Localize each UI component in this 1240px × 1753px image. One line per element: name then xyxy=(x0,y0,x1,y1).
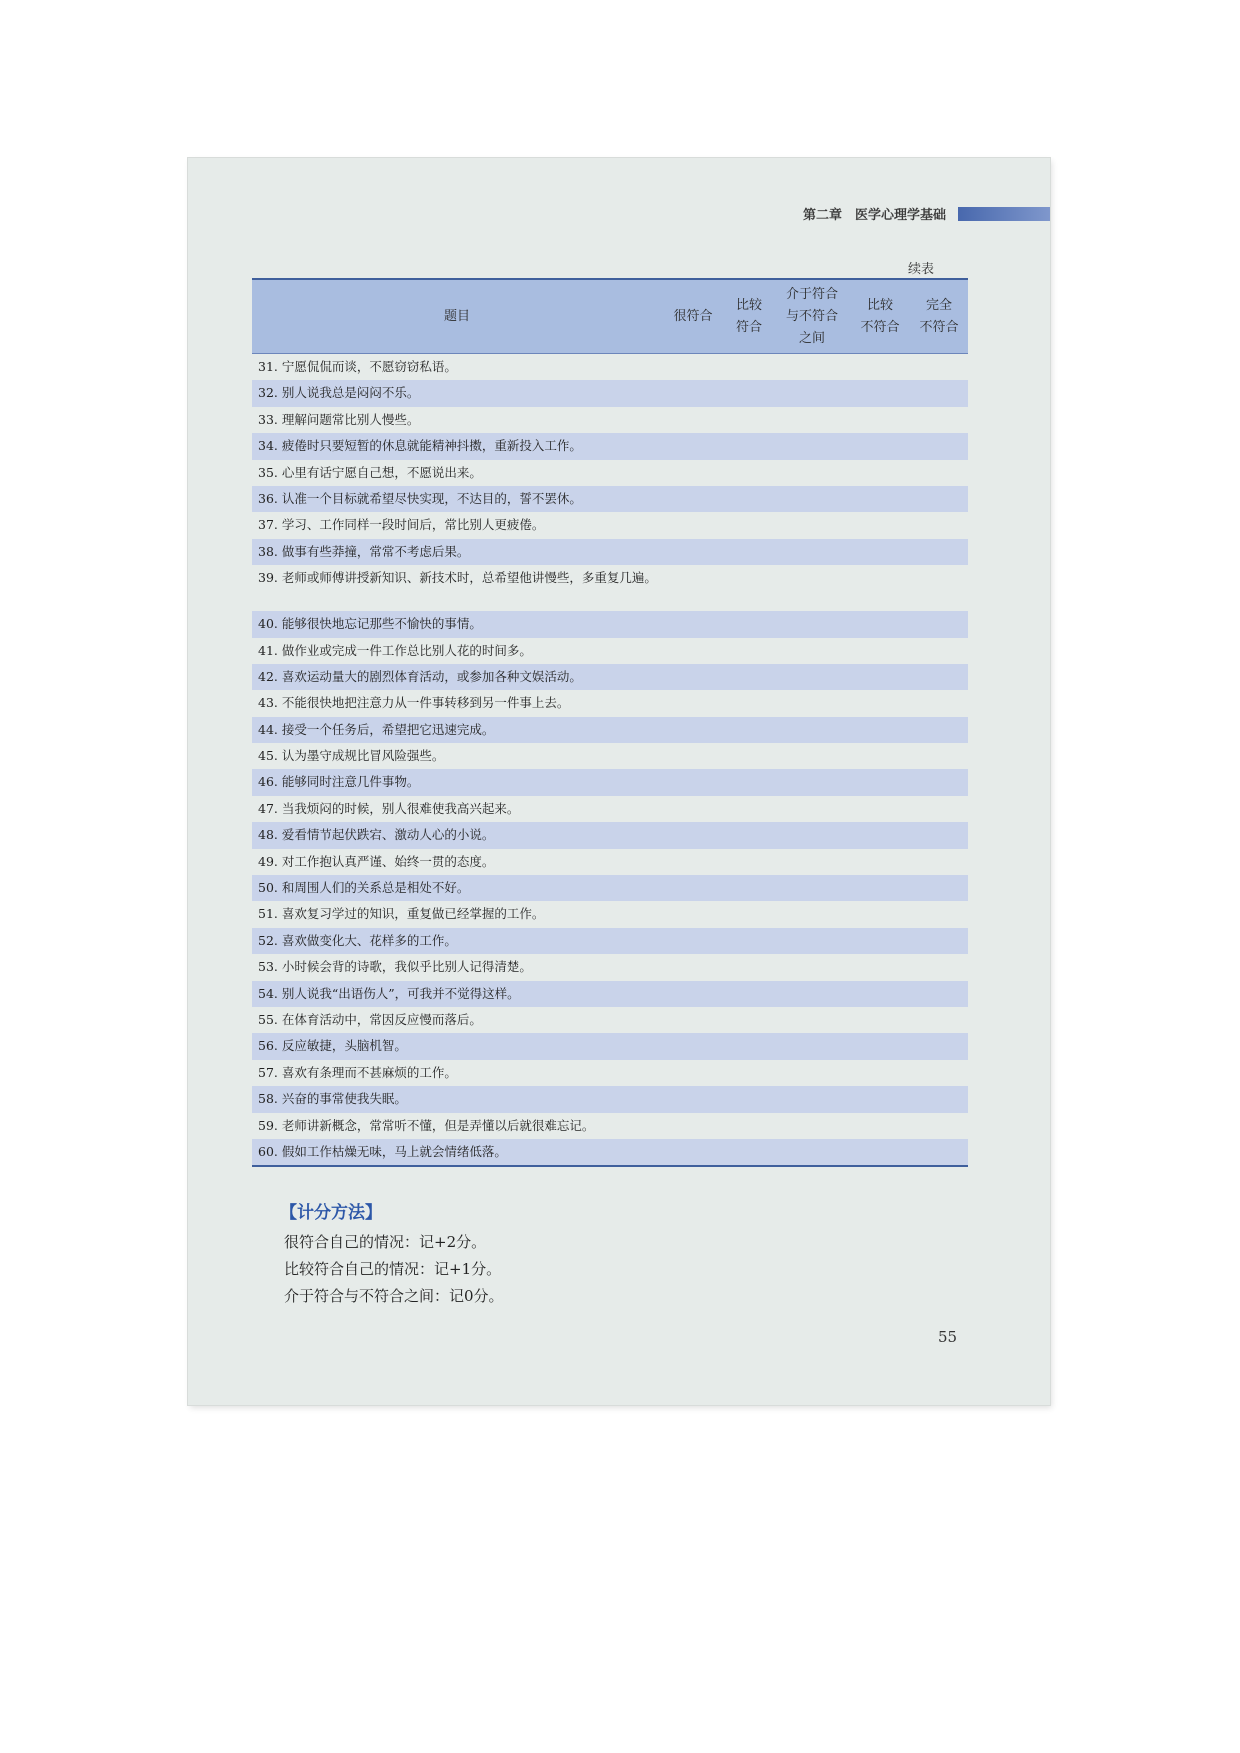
table-row: 35. 心里有话宁愿自己想，不愿说出来。 xyxy=(258,464,482,480)
col-header-totally-unfit: 完全 不符合 xyxy=(919,297,959,335)
table-row: 47. 当我烦闷的时候，别人很难使我高兴起来。 xyxy=(258,800,520,816)
table-row: 58. 兴奋的事常使我失眠。 xyxy=(252,1086,968,1112)
table-row: 45. 认为墨守成规比冒风险强些。 xyxy=(258,748,445,764)
col-header-fairly-fit: 比较 符合 xyxy=(735,297,762,335)
col-header-fairly-unfit: 比较 不符合 xyxy=(860,297,900,335)
table-row: 49. 对工作抱认真严谨、始终一贯的态度。 xyxy=(258,853,495,869)
table-row: 52. 喜欢做变化大、花样多的工作。 xyxy=(252,928,968,954)
table-bottom-rule xyxy=(252,1165,968,1167)
table-row: 39. 老师或师傅讲授新知识、新技术时，总希望他讲慢些，多重复几遍。 xyxy=(258,570,657,586)
table-row: 44. 接受一个任务后，希望把它迅速完成。 xyxy=(252,717,968,743)
table-row: 37. 学习、工作同样一段时间后，常比别人更疲倦。 xyxy=(258,517,545,533)
book-page xyxy=(188,158,1050,1405)
scoring-section xyxy=(280,1198,504,1310)
col-header-in-between: 介于符合 与不符合 之间 xyxy=(785,286,838,346)
table-row: 46. 能够同时注意几件事物。 xyxy=(252,769,968,795)
table-row: 34. 疲倦时只要短暂的休息就能精神抖擞，重新投入工作。 xyxy=(252,433,968,459)
table-row: 51. 喜欢复习学过的知识，重复做已经掌握的工作。 xyxy=(258,906,545,922)
chapter-title: 第二章 医学心理学基础 xyxy=(802,208,946,223)
continued-label: 续表 xyxy=(908,262,935,277)
chapter-color-bar xyxy=(958,207,1050,221)
running-head xyxy=(784,204,1050,224)
scoring-line: 比较符合自己的情况：记+1分。 xyxy=(284,1260,502,1278)
table-row: 41. 做作业或完成一件工作总比别人花的时间多。 xyxy=(258,642,532,658)
table-row: 60. 假如工作枯燥无味，马上就会情绪低落。 xyxy=(252,1139,968,1165)
table-row: 50. 和周围人们的关系总是相处不好。 xyxy=(252,875,968,901)
table-row: 42. 喜欢运动量大的剧烈体育活动，或参加各种文娱活动。 xyxy=(252,664,968,690)
col-header-very-fit: 很符合 xyxy=(673,308,713,324)
table-body xyxy=(252,354,968,1165)
table-row: 53. 小时候会背的诗歌，我似乎比别人记得清楚。 xyxy=(258,959,532,975)
table-row: 55. 在体育活动中，常因反应慢而落后。 xyxy=(258,1011,482,1027)
table-row: 38. 做事有些莽撞，常常不考虑后果。 xyxy=(252,539,968,565)
table-row: 43. 不能很快地把注意力从一件事转移到另一件事上去。 xyxy=(258,695,570,711)
table-row: 32. 别人说我总是闷闷不乐。 xyxy=(252,380,968,406)
table-row: 57. 喜欢有条理而不甚麻烦的工作。 xyxy=(258,1064,457,1080)
table-row: 48. 爱看情节起伏跌宕、激动人心的小说。 xyxy=(252,822,968,848)
scoring-line: 介于符合与不符合之间：记0分。 xyxy=(284,1287,504,1305)
table-row: 36. 认准一个目标就希望尽快实现，不达目的，誓不罢休。 xyxy=(252,486,968,512)
scoring-line: 很符合自己的情况：记+2分。 xyxy=(284,1233,487,1251)
table-row: 59. 老师讲新概念，常常听不懂，但是弄懂以后就很难忘记。 xyxy=(258,1117,595,1133)
table-row: 31. 宁愿侃侃而谈，不愿窃窃私语。 xyxy=(258,359,457,374)
scoring-title: 【计分方法】 xyxy=(280,1203,382,1223)
page-number: 55 xyxy=(938,1328,958,1346)
table-row: 40. 能够很快地忘记那些不愉快的事情。 xyxy=(252,611,968,637)
table-header xyxy=(252,278,968,354)
table-row: 54. 别人说我“出语伤人”，可我并不觉得这样。 xyxy=(252,981,968,1007)
col-header-topic: 题目 xyxy=(443,308,470,324)
table-row: 56. 反应敏捷，头脑机智。 xyxy=(252,1033,968,1059)
table-row: 33. 理解问题常比别人慢些。 xyxy=(258,411,420,427)
questionnaire-table xyxy=(252,278,968,1167)
